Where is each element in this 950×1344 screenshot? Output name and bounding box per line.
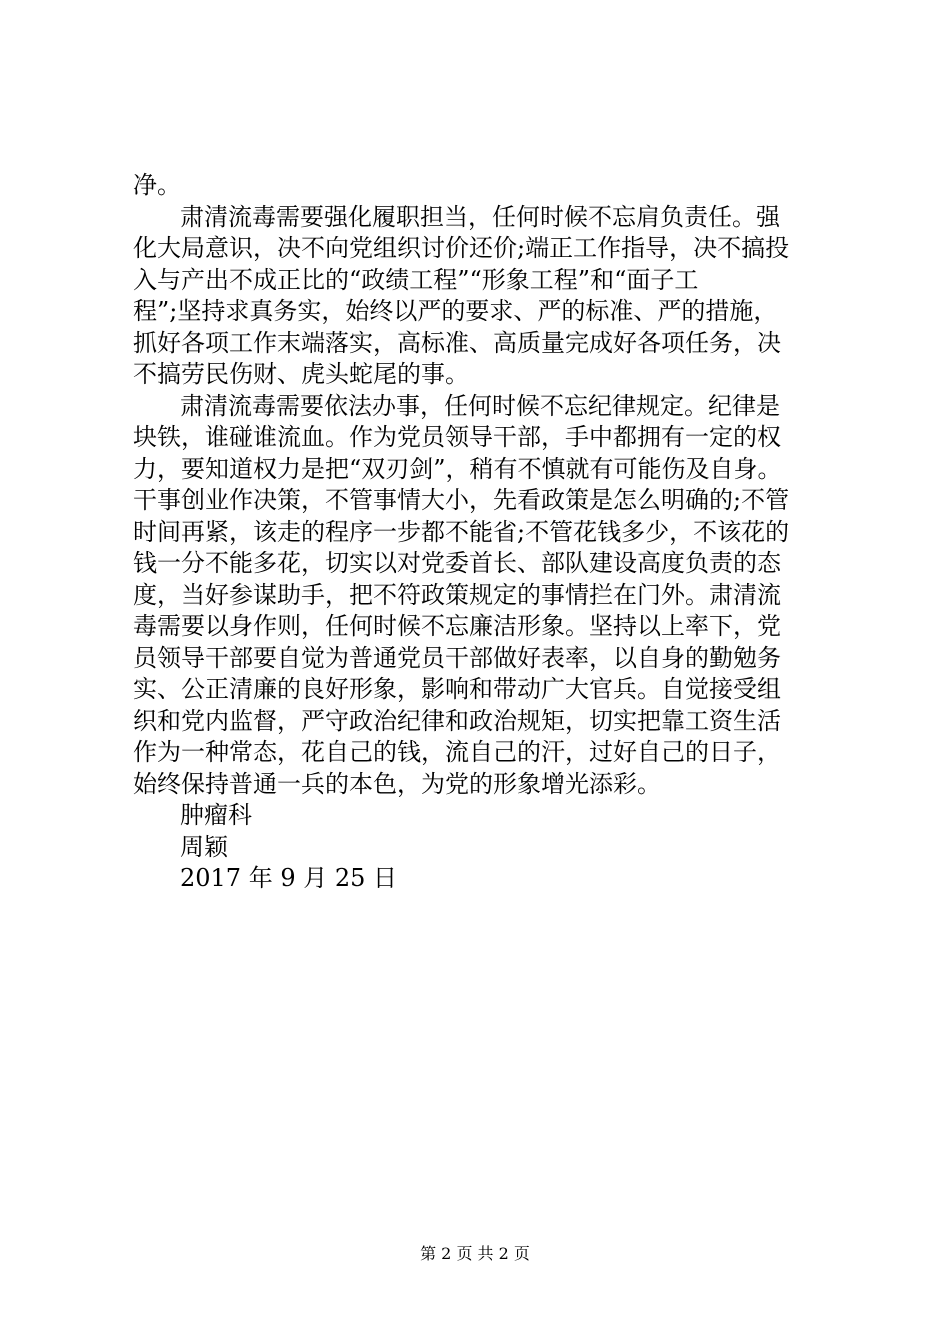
text-line: 抓好各项工作末端落实，高标准、高质量完成好各项任务，决	[133, 328, 781, 357]
text-line: 毒需要以身作则，任何时候不忘廉洁形象。坚持以上率下，党	[133, 612, 781, 640]
text-line: 不搞劳民伤财、虎头蛇尾的事。	[133, 360, 469, 388]
text-line: 度，当好参谋助手，把不符政策规定的事情拦在门外。肃清流	[133, 580, 781, 609]
text-line: 周颖	[180, 832, 228, 861]
page-footer: 第 2 页 共 2 页	[420, 1244, 530, 1263]
text-line: 作为一种常态，花自己的钱，流自己的汗，过好自己的日子，	[133, 738, 781, 766]
document-body	[133, 170, 833, 895]
text-line: 钱一分不能多花，切实以对党委首长、部队建设高度负责的态	[133, 549, 781, 577]
text-line: 净。	[133, 171, 181, 199]
text-line: 入与产出不成正比的“政绩工程”“形象工程”和“面子工	[133, 265, 699, 294]
text-line: 实、公正清廉的良好形象，影响和带动广大官兵。自觉接受组	[133, 675, 781, 703]
text-line: 织和党内监督，严守政治纪律和政治规矩，切实把靠工资生活	[133, 706, 781, 735]
text-line: 员领导干部要自觉为普通党员干部做好表率，以自身的勤勉务	[133, 643, 781, 672]
text-line: 始终保持普通一兵的本色，为党的形象增光添彩。	[133, 769, 661, 798]
text-line: 化大局意识，决不向党组织讨价还价;端正工作指导，决不搞投	[133, 234, 790, 262]
text-line: 时间再紧，该走的程序一步都不能省;不管花钱多少，不该花的	[133, 517, 790, 546]
text-line: 肃清流毒需要强化履职担当，任何时候不忘肩负责任。强	[180, 202, 780, 231]
text-line: 干事创业作决策，不管事情大小，先看政策是怎么明确的;不管	[133, 486, 790, 514]
text-line: 2017 年 9 月 25 日	[180, 864, 398, 892]
text-line: 力，要知道权力是把“双刃剑”，稍有不慎就有可能伤及自身。	[133, 454, 782, 483]
text-line: 块铁，谁碰谁流血。作为党员领导干部，手中都拥有一定的权	[133, 423, 781, 451]
text-line: 程”;坚持求真务实，始终以严的要求、严的标准、严的措施，	[133, 297, 778, 325]
text-line: 肃清流毒需要依法办事，任何时候不忘纪律规定。纪律是	[180, 391, 780, 420]
text-line: 肿瘤科	[180, 801, 252, 829]
